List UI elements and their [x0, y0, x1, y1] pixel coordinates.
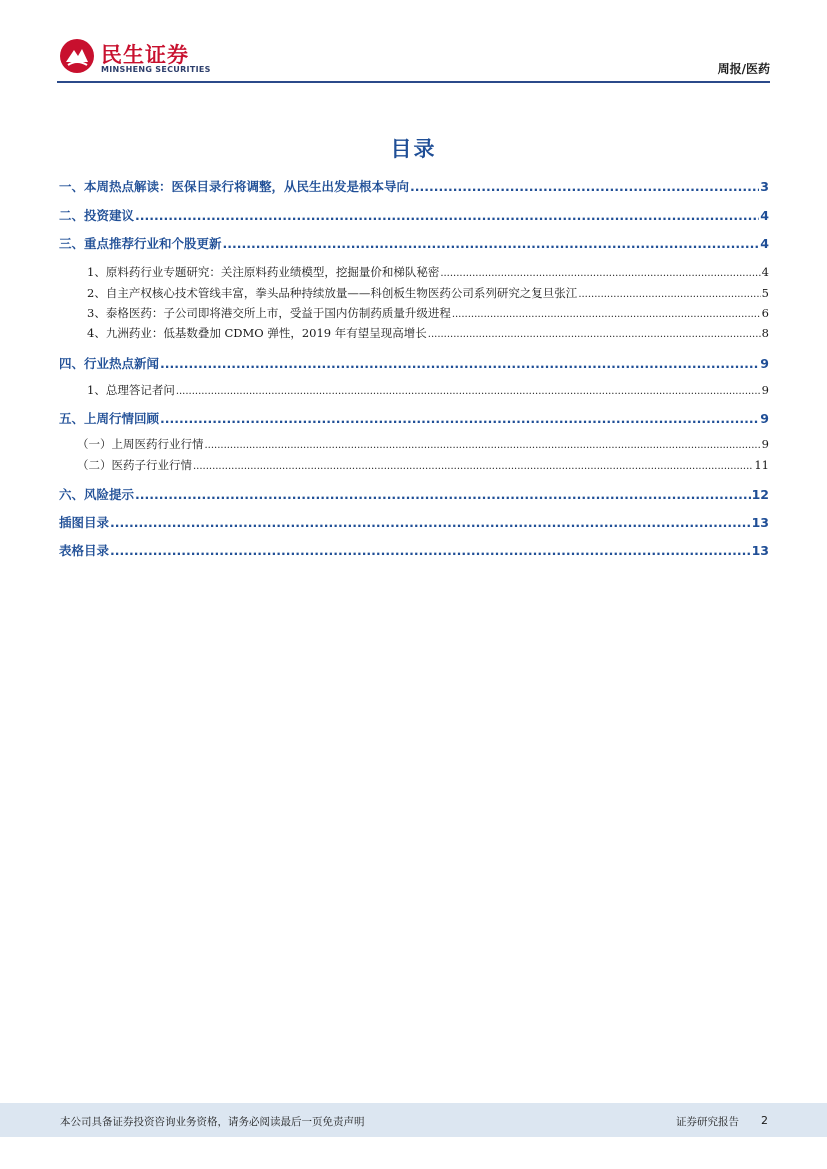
toc-entry-title: 六、风险提示: [59, 487, 135, 502]
brand-name-cn: 民生证券: [101, 43, 189, 67]
toc-leader-dots: [410, 179, 759, 194]
toc-leader-dots: [223, 236, 760, 251]
toc-entry-page: 4: [761, 265, 769, 279]
toc-leader-dots: [193, 461, 753, 472]
toc-entry-title: （一）上周医药行业行情: [77, 437, 204, 451]
toc-entry-page: 13: [751, 543, 769, 558]
toc-entry-title: 三、重点推荐行业和个股更新: [59, 236, 222, 251]
toc-entry[interactable]: [59, 513, 769, 531]
toc-leader-dots: [578, 289, 760, 300]
header-divider: [57, 81, 770, 83]
toc-entry-page: 8: [761, 326, 769, 340]
toc-entry-page: 5: [761, 286, 769, 300]
toc-leader-dots: [110, 515, 751, 530]
toc-entry[interactable]: [59, 305, 769, 321]
toc-entry[interactable]: [59, 234, 769, 252]
toc-entry-title: 1、总理答记者问: [87, 383, 175, 397]
toc-entry-page: 4: [760, 236, 769, 251]
toc-leader-dots: [176, 386, 761, 397]
toc-leader-dots: [160, 356, 759, 371]
toc-leader-dots: [440, 268, 760, 279]
toc-entry-page: 6: [761, 306, 769, 320]
toc-leader-dots: [135, 487, 751, 502]
toc-entry-page: 11: [754, 458, 769, 472]
toc-entry-title: 2、自主产权核心技术管线丰富，拳头品种持续放量——科创板生物医药公司系列研究之复旦张江: [87, 286, 578, 300]
toc-entry-title: 二、投资建议: [59, 208, 135, 223]
toc-entry[interactable]: [59, 457, 769, 473]
toc-entry-page: 13: [751, 515, 769, 530]
page-footer: [0, 1103, 827, 1137]
toc-entry-page: 9: [761, 437, 769, 451]
toc-entry[interactable]: [59, 206, 769, 224]
minsheng-logo-icon: [59, 38, 95, 74]
toc-title: 目录: [390, 137, 437, 161]
toc-entry-title: 4、九洲药业：低基数叠加 CDMO 弹性，2019 年有望呈现高增长: [87, 326, 427, 340]
toc-entry-title: 表格目录: [59, 543, 110, 558]
toc-leader-dots: [110, 543, 751, 558]
toc-entry-page: 3: [760, 179, 769, 194]
toc-leader-dots: [428, 329, 761, 340]
toc-entry[interactable]: [59, 325, 769, 341]
toc-entry-title: 3、泰格医药：子公司即将港交所上市，受益于国内仿制药质量升级进程: [87, 306, 451, 320]
toc-entry[interactable]: [59, 409, 769, 427]
toc-entry-title: 五、上周行情回顾: [59, 411, 160, 426]
toc-leader-dots: [135, 208, 759, 223]
toc-leader-dots: [452, 309, 761, 320]
toc-leader-dots: [205, 440, 761, 451]
footer-disclaimer: 本公司具备证券投资咨询业务资格，请务必阅读最后一页免责声明: [60, 1116, 365, 1128]
toc-entry[interactable]: [59, 354, 769, 372]
toc-entry-page: 9: [760, 356, 769, 371]
toc-entry-page: 4: [760, 208, 769, 223]
toc-entry-page: 9: [761, 383, 769, 397]
brand-name-en: MINSHENG SECURITIES: [101, 65, 211, 74]
toc-entry[interactable]: [59, 541, 769, 559]
toc-entry[interactable]: [59, 485, 769, 503]
toc-entry-title: 一、本周热点解读：医保目录行将调整，从民生出发是根本导向: [59, 179, 410, 194]
toc-entry[interactable]: [59, 285, 769, 301]
toc-entry[interactable]: [59, 382, 769, 398]
toc-entry[interactable]: [59, 177, 769, 195]
toc-entry[interactable]: [59, 436, 769, 452]
footer-report-label: 证券研究报告: [676, 1116, 739, 1128]
toc-entry-title: 1、原料药行业专题研究：关注原料药业绩模型，挖掘量价和梯队秘密: [87, 265, 440, 279]
toc-entry-title: 插图目录: [59, 515, 110, 530]
page-header: [57, 36, 770, 82]
toc-leader-dots: [160, 411, 759, 426]
report-type-label: 周报/医药: [717, 62, 770, 76]
toc-entry-page: 9: [760, 411, 769, 426]
toc-entry-title: （二）医药子行业行情: [77, 458, 192, 472]
toc-entry[interactable]: [59, 264, 769, 280]
page-number: 2: [761, 1114, 768, 1127]
toc-entry-title: 四、行业热点新闻: [59, 356, 160, 371]
toc-entry-page: 12: [751, 487, 769, 502]
